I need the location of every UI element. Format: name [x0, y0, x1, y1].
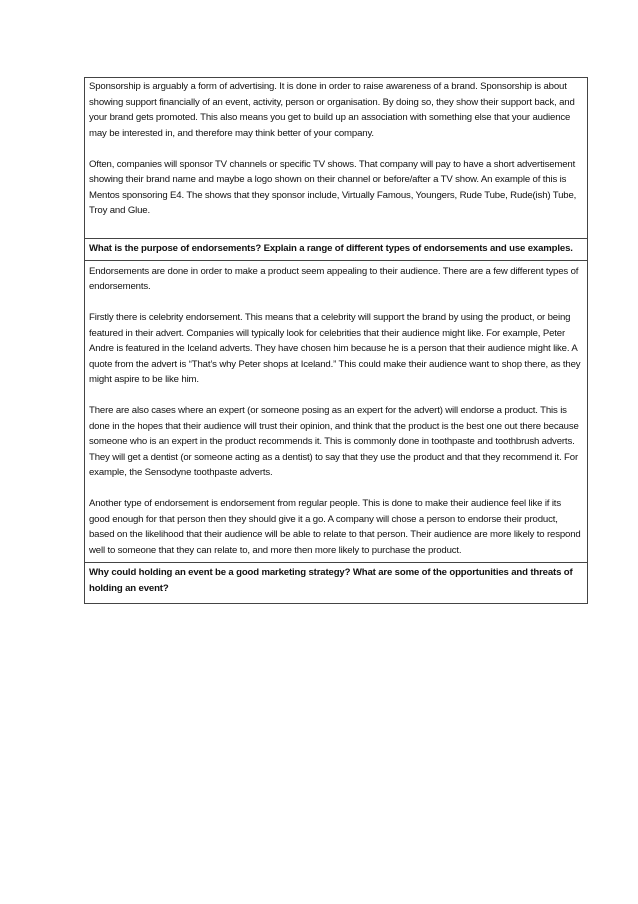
question-events: [85, 563, 587, 604]
document-table: [84, 77, 588, 604]
paragraph: Endorsements are done in order to make a product seem appealing to their audience. There are a few different types of endorsements.: [89, 265, 579, 292]
paragraph: Firstly there is celebrity endorsement. This means that a celebrity will support the brand by using the product, or being featured in their advert. Companies will typically look for celebrities that their audience might like. For example, Peter Andre is featured in the Iceland adverts. They have chosen him because he is a person that their audience might like. A quote from the advert is “That’s why Peter shops at Iceland.” This could make their audience want to shop there, as they might aspire to be like him.: [89, 312, 581, 385]
question-endorsements: [85, 239, 587, 261]
paragraph: Another type of endorsement is endorsement from regular people. This is done to make their audience feel like if its good enough for that person then they should give it a go. A company will chose a person to endorse their product, based on the likelihood that their audience will be able to relate to that person. Their audience are more likely to respond well to someone that they can relate to, and more then more likely to purchase the product.: [89, 498, 581, 556]
answer-endorsements: [85, 261, 587, 564]
question-text: What is the purpose of endorsements? Explain a range of different types of endorsements and use examples.: [89, 243, 573, 254]
paragraph: Sponsorship is arguably a form of advertising. It is done in order to raise awareness of a brand. Sponsorship is about showing support financially of an event, activity, person or organisation. By doing so, they show their support back, and your brand gets promoted. This also means you get to build up an association with something else that your audience may be interested in, and therefore may think better of your company.: [89, 81, 575, 139]
answer-sponsorship: [85, 78, 587, 239]
paragraph: Often, companies will sponsor TV channels or specific TV shows. That company will pay to have a short advertisement showing their brand name and maybe a logo shown on their channel or before/after a TV show. An example of this is Mentos sponsoring E4. The shows that they sponsor include, Virtually Famous, Youngers, Rude Tube, Rude(ish) Tube, Troy and Glue.: [89, 158, 577, 216]
paragraph: There are also cases where an expert (or someone posing as an expert for the advert) will endorse a product. This is done in the hopes that their audience will trust their opinion, and think that the product is the best one out there because someone who is an expert in the product recommends it. This is commonly done in toothpaste and toothbrush adverts. They will get a dentist (or someone acting as a dentist) to say that they use the product and that they recommend it. For example, the Sensodyne toothpaste adverts.: [89, 405, 579, 478]
question-text: Why could holding an event be a good marketing strategy? What are some of the opportunities and threats of holding an event?: [89, 567, 573, 594]
